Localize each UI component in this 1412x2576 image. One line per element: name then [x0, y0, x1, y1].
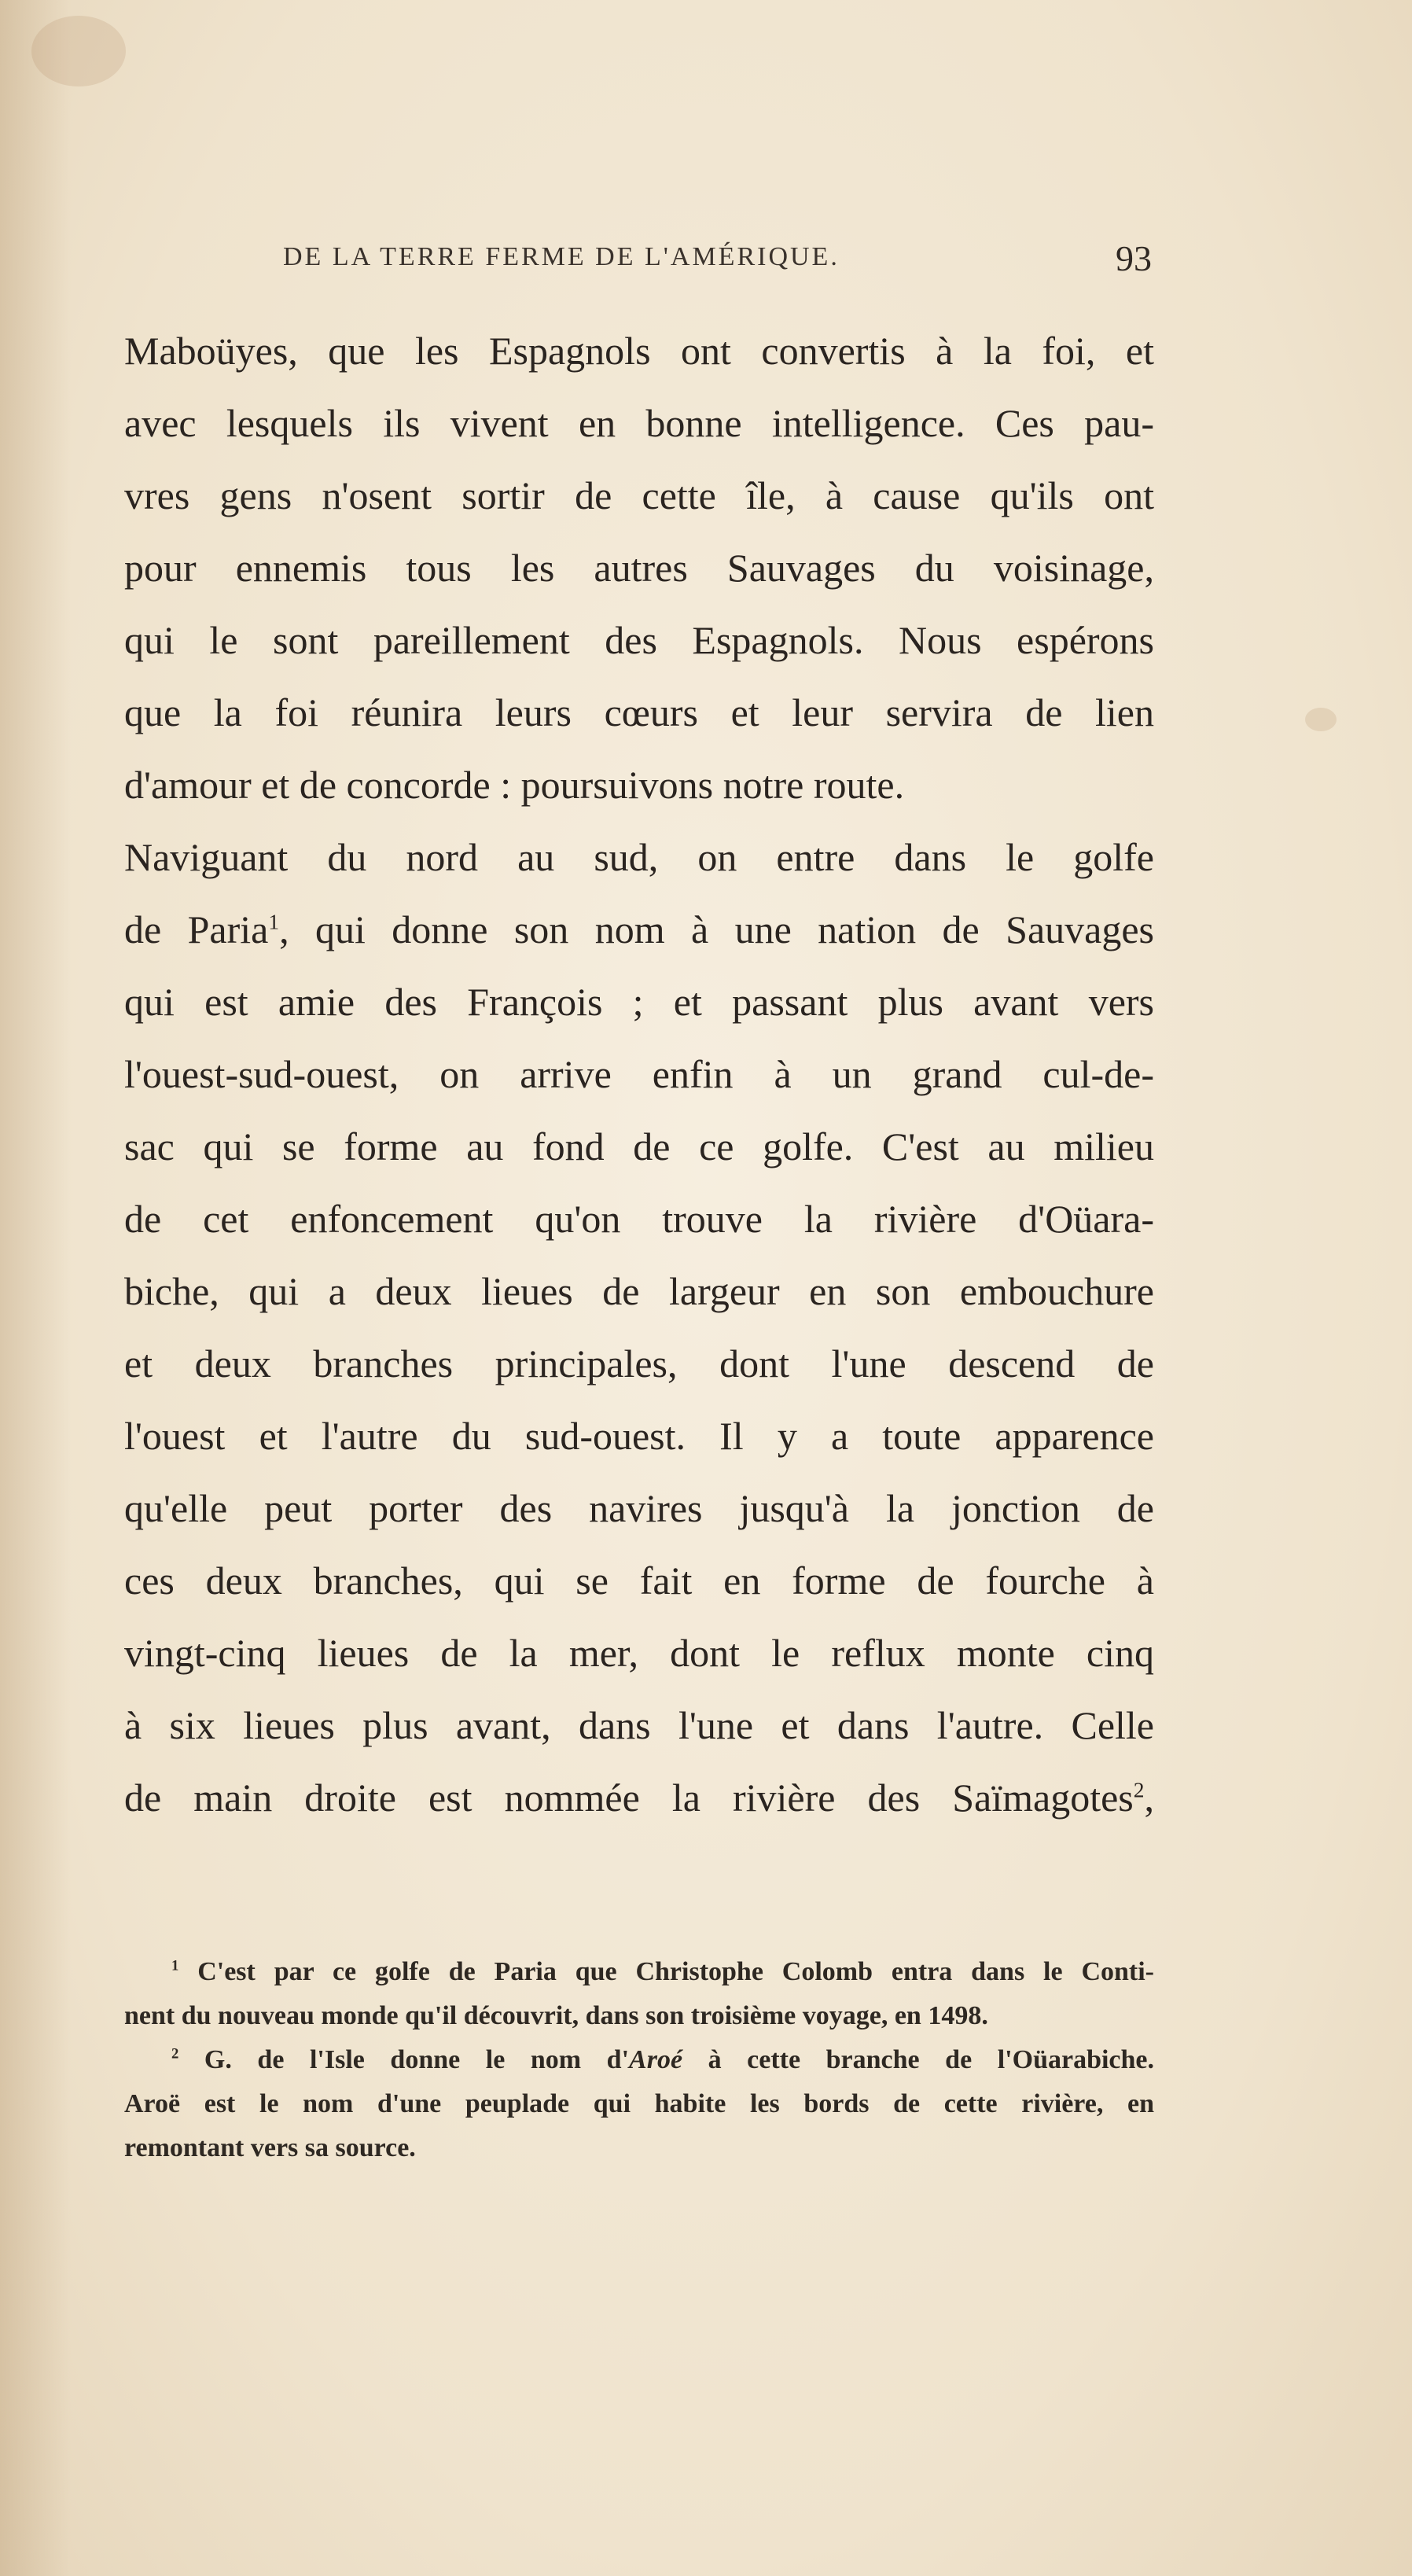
footnote-marker: 1: [268, 909, 280, 934]
footnote-text: C'est par ce golfe de Paria que Christophe Colomb entra dans le Conti-: [197, 1957, 1154, 1986]
text-line: vingt-cinq lieues de la mer, dont le reflux monte cinq: [124, 1631, 1154, 1675]
footnote-marker: 2: [1133, 1777, 1145, 1802]
text-line: l'ouest-sud-ouest, on arrive enfin à un grand cul-de-: [124, 1052, 1154, 1096]
running-title: DE LA TERRE FERME DE L'AMÉRIQUE.: [283, 242, 840, 271]
text-line: pour ennemis tous les autres Sauvages du voisinage,: [124, 546, 1154, 590]
text-line: sac qui se forme au fond de ce golfe. C'est au milieu: [124, 1124, 1154, 1168]
text-line: à six lieues plus avant, dans l'une et dans l'autre. Celle: [124, 1703, 1154, 1747]
text-line: que la foi réunira leurs cœurs et leur servira de lien: [124, 690, 1154, 734]
footnotes: [124, 1950, 1154, 2170]
footnote-marker: 1: [171, 1957, 179, 1974]
paper-stain: [31, 16, 126, 86]
text-fragment: de main droite est nommée la rivière des Saïmagotes: [124, 1776, 1134, 1820]
running-head: [283, 238, 1152, 289]
text-line: de cet enfoncement qu'on trouve la rivière d'Oüara-: [124, 1197, 1154, 1241]
text-line: Naviguant du nord au sud, on entre dans le golfe: [124, 835, 1154, 879]
paper-stain: [1305, 708, 1337, 731]
text-line-with-footnote: [124, 1761, 1154, 1834]
text-line: biche, qui a deux lieues de largeur en son embouchure: [124, 1269, 1154, 1313]
footnote-marker: 2: [171, 2045, 179, 2063]
text-fragment: ,: [1144, 1776, 1154, 1820]
text-line: avec lesquels ils vivent en bonne intelligence. Ces pau-: [124, 401, 1154, 445]
text-line: d'amour et de concorde : poursuivons notre route.: [124, 763, 905, 807]
footnote-2-line: Aroë est le nom d'une peuplade qui habite les bords de cette rivière, en: [124, 2089, 1154, 2118]
text-line: qu'elle peut porter des navires jusqu'à la jonction de: [124, 1486, 1154, 1530]
footnote-2-line: remontant vers sa source.: [124, 2133, 416, 2162]
text-line-with-footnote: [124, 893, 1154, 966]
text-line: Maboüyes, que les Espagnols ont convertis à la foi, et: [124, 329, 1154, 373]
body-text: [124, 315, 1154, 1834]
text-line: qui est amie des François ; et passant plus avant vers: [124, 980, 1154, 1024]
text-line: et deux branches principales, dont l'une descend de: [124, 1341, 1154, 1386]
text-line: l'ouest et l'autre du sud-ouest. Il y a toute apparence: [124, 1414, 1154, 1458]
text-fragment: de Paria: [124, 907, 269, 951]
text-line: vres gens n'osent sortir de cette île, à cause qu'ils ont: [124, 473, 1154, 517]
page-number: 93: [1116, 238, 1152, 278]
text-fragment: , qui donne son nom à une nation de Sauvages: [279, 907, 1154, 951]
text-line: ces deux branches, qui se fait en forme de fourche à: [124, 1558, 1154, 1603]
footnote-1-line: [124, 1950, 1154, 1994]
footnote-2-line: [124, 2038, 1154, 2082]
footnote-italic-term: Aroé: [629, 2045, 683, 2074]
footnote-text: G. de l'Isle donne le nom d': [204, 2045, 630, 2074]
page-edge-shading: [0, 0, 71, 2576]
text-line: qui le sont pareillement des Espagnols. Nous espérons: [124, 618, 1154, 662]
footnote-1-line: nent du nouveau monde qu'il découvrit, dans son troisième voyage, en 1498.: [124, 2001, 988, 2030]
footnote-text: à cette branche de l'Oüarabiche.: [682, 2045, 1155, 2074]
